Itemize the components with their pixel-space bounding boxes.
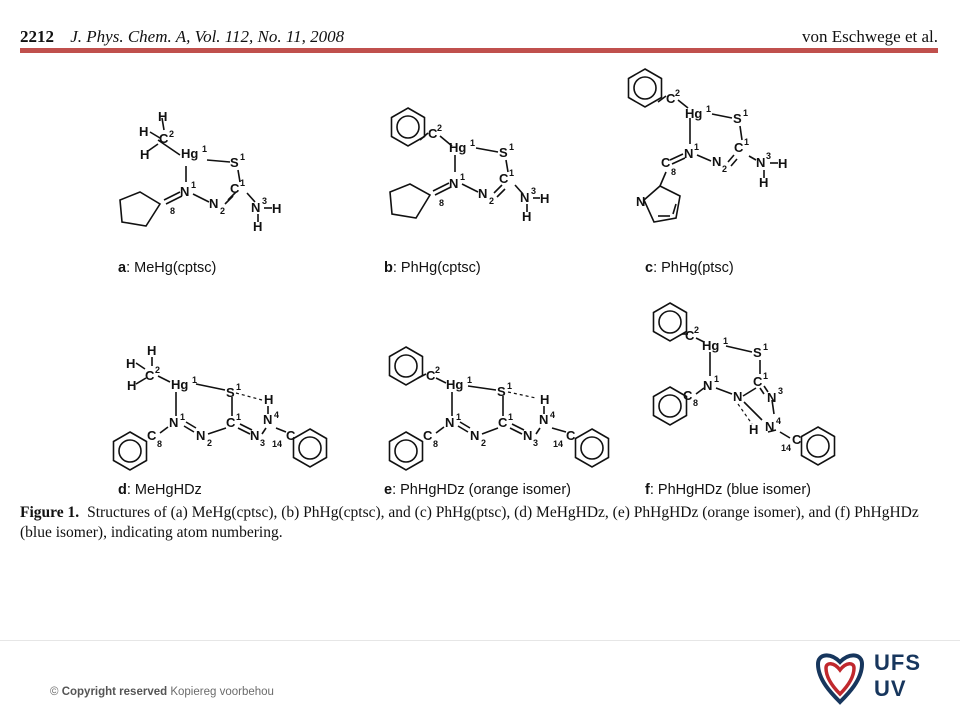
label-e-name: : PhHgHDz (orange isomer): [392, 482, 571, 498]
atom-h: H: [540, 392, 550, 407]
atom-number: 1: [191, 180, 197, 190]
copyright-symbol: ©: [50, 686, 59, 698]
label-a-letter: a: [118, 260, 127, 276]
atom-n: N: [767, 390, 777, 405]
atom-hg: Hg: [685, 106, 703, 121]
atom-s: S: [499, 145, 508, 160]
atom-h: H: [158, 109, 168, 124]
atom-h: H: [749, 422, 759, 437]
atom-number: 8: [433, 439, 439, 449]
atom-n: N: [765, 419, 775, 434]
footer: [0, 640, 960, 720]
atom-number: 1: [694, 142, 700, 152]
atom-c: C: [286, 428, 296, 443]
atom-c: C: [792, 432, 802, 447]
structure-a: [120, 109, 281, 234]
atom-number: 1: [509, 168, 515, 178]
atom-c: C: [423, 428, 433, 443]
structure-f: [654, 303, 835, 465]
atom-c: C: [145, 368, 155, 383]
atom-h: H: [126, 356, 136, 371]
atom-n: N: [470, 428, 480, 443]
logo-text-bottom: UV: [874, 676, 907, 701]
atom-number: 2: [169, 129, 175, 139]
atom-h: H: [127, 378, 137, 393]
label-b-name: : PhHg(cptsc): [392, 260, 481, 276]
atom-s: S: [226, 385, 235, 400]
atom-number: 4: [550, 410, 556, 420]
structure-b: [390, 108, 549, 224]
atom-n: N: [196, 428, 206, 443]
ufs-emblem-icon: [812, 650, 868, 706]
label-c-letter: c: [645, 260, 654, 276]
footer-rule: [0, 640, 960, 641]
atom-c: C: [498, 415, 508, 430]
caption-label: Figure 1.: [20, 504, 80, 521]
atom-number: 2: [207, 438, 213, 448]
atom-number: 1: [744, 137, 750, 147]
atom-number: 8: [157, 439, 163, 449]
structure-d: [114, 343, 327, 470]
atom-h: H: [139, 124, 149, 139]
atom-number: 1: [714, 374, 720, 384]
atom-number: 8: [170, 206, 176, 216]
atom-number: 14: [781, 443, 792, 453]
atom-number: 1: [507, 381, 513, 391]
atom-number: 2: [694, 325, 700, 335]
atom-number: 3: [533, 438, 539, 448]
atom-number: 1: [508, 412, 514, 422]
label-c-name: : PhHg(ptsc): [653, 260, 734, 276]
atom-h: H: [272, 201, 282, 216]
atom-c: C: [230, 181, 240, 196]
label-f-name: : PhHgHDz (blue isomer): [649, 482, 812, 498]
atom-number: 1: [467, 375, 473, 385]
atom-number: 1: [706, 104, 712, 114]
structure-e: [390, 347, 609, 470]
atom-number: 1: [509, 142, 515, 152]
atom-c: C: [428, 126, 438, 141]
atom-n: N: [756, 155, 766, 170]
atom-number: 1: [236, 412, 242, 422]
atom-n: N: [209, 196, 219, 211]
atom-c: C: [734, 140, 744, 155]
atom-s: S: [230, 155, 239, 170]
atom-number: 1: [460, 172, 466, 182]
atom-n: N: [684, 146, 694, 161]
atom-c: C: [159, 131, 169, 146]
atom-n: N: [445, 415, 455, 430]
atom-number: 2: [489, 196, 495, 206]
label-f-letter: f: [645, 482, 650, 498]
atom-n: N: [520, 190, 530, 205]
atom-number: 2: [220, 206, 226, 216]
atom-number: 1: [723, 336, 729, 346]
atom-h: H: [147, 343, 157, 358]
atom-c: C: [683, 388, 693, 403]
copyright-notice: [50, 686, 274, 698]
atom-s: S: [733, 111, 742, 126]
atom-c: C: [666, 91, 676, 106]
atom-number: 2: [722, 164, 728, 174]
atom-h: H: [140, 147, 150, 162]
atom-number: 4: [776, 416, 782, 426]
label-b: [384, 260, 481, 276]
caption-text: Structures of (a) MeHg(cptsc), (b) PhHg(cptsc), and (c) PhHg(ptsc), (d) MeHgHDz, (e) PhHgHDz (orange isomer), and (f) PhHgHDz (blue isomer), indicating atom numbering.: [20, 504, 919, 541]
atom-number: 2: [437, 123, 443, 133]
label-e: [384, 482, 571, 498]
figure-caption: [20, 503, 940, 543]
label-a: [118, 260, 216, 276]
atom-hg: Hg: [171, 377, 189, 392]
structure-c: [629, 69, 788, 222]
atom-number: 14: [272, 439, 283, 449]
atom-n: N: [169, 415, 179, 430]
atom-c: C: [499, 171, 509, 186]
atom-h: H: [759, 175, 769, 190]
atom-c: C: [426, 368, 436, 383]
atom-number: 1: [743, 108, 749, 118]
copyright-bold: Copyright reserved: [61, 686, 168, 698]
atom-h: H: [264, 392, 274, 407]
journal-citation: J. Phys. Chem. A, Vol. 112, No. 11, 2008: [70, 27, 345, 46]
label-e-letter: e: [384, 482, 393, 498]
atom-number: 2: [155, 365, 161, 375]
atom-h: H: [253, 219, 263, 234]
atom-number: 1: [192, 375, 198, 385]
atom-hg: Hg: [181, 146, 199, 161]
atom-h: H: [540, 191, 550, 206]
atom-number: 4: [274, 410, 280, 420]
atom-number: 1: [240, 152, 246, 162]
atom-number: 1: [763, 371, 769, 381]
atom-hg: Hg: [446, 377, 464, 392]
atom-c: C: [685, 328, 695, 343]
atom-n: N: [180, 184, 190, 199]
atom-number: 3: [766, 151, 772, 161]
atom-number: 8: [693, 398, 699, 408]
atom-n: N: [251, 200, 261, 215]
page-number: 2212: [20, 27, 54, 46]
atom-s: S: [753, 345, 762, 360]
label-d: [118, 482, 202, 498]
atom-hg: Hg: [702, 338, 720, 353]
label-c: [645, 260, 734, 276]
atom-n: N: [523, 428, 533, 443]
label-d-name: : MeHgHDz: [126, 482, 202, 498]
atom-s: S: [497, 384, 506, 399]
atom-n: N: [250, 428, 260, 443]
atom-n: N: [449, 176, 459, 191]
atom-number: 14: [553, 439, 564, 449]
atom-number: 3: [262, 196, 268, 206]
ufs-logo: [812, 648, 922, 708]
atom-c: C: [226, 415, 236, 430]
atom-c: C: [566, 428, 576, 443]
atom-number: 1: [240, 178, 246, 188]
atom-number: 3: [260, 438, 266, 448]
atom-number: 3: [531, 186, 537, 196]
label-b-letter: b: [384, 260, 393, 276]
logo-text-top: UFS: [874, 650, 921, 675]
atom-h: H: [778, 156, 788, 171]
atom-n: N: [712, 154, 722, 169]
atom-n: N: [636, 194, 646, 209]
atom-number: 2: [675, 88, 681, 98]
atom-h: H: [522, 209, 532, 224]
atom-n: N: [539, 412, 549, 427]
copyright-rest: Kopiereg voorbehou: [170, 686, 274, 698]
atom-c: C: [753, 374, 763, 389]
label-f: [645, 482, 811, 498]
label-a-name: : MeHg(cptsc): [126, 260, 217, 276]
atom-c: C: [661, 155, 671, 170]
atom-number: 8: [439, 198, 445, 208]
atom-number: 2: [435, 365, 441, 375]
atom-c: C: [147, 428, 157, 443]
atom-number: 1: [202, 144, 208, 154]
atom-number: 1: [236, 382, 242, 392]
atom-number: 1: [763, 342, 769, 352]
atom-n: N: [478, 186, 488, 201]
atom-n: N: [703, 378, 713, 393]
atom-number: 8: [671, 167, 677, 177]
label-d-letter: d: [118, 482, 127, 498]
atom-number: 1: [456, 412, 462, 422]
atom-n: N: [263, 412, 273, 427]
atom-number: 1: [470, 138, 476, 148]
atom-number: 2: [481, 438, 487, 448]
atom-number: 1: [180, 412, 186, 422]
atom-number: 3: [778, 386, 784, 396]
atom-hg: Hg: [449, 140, 467, 155]
authors: von Eschwege et al.: [802, 27, 938, 46]
atom-n: N: [733, 389, 743, 404]
